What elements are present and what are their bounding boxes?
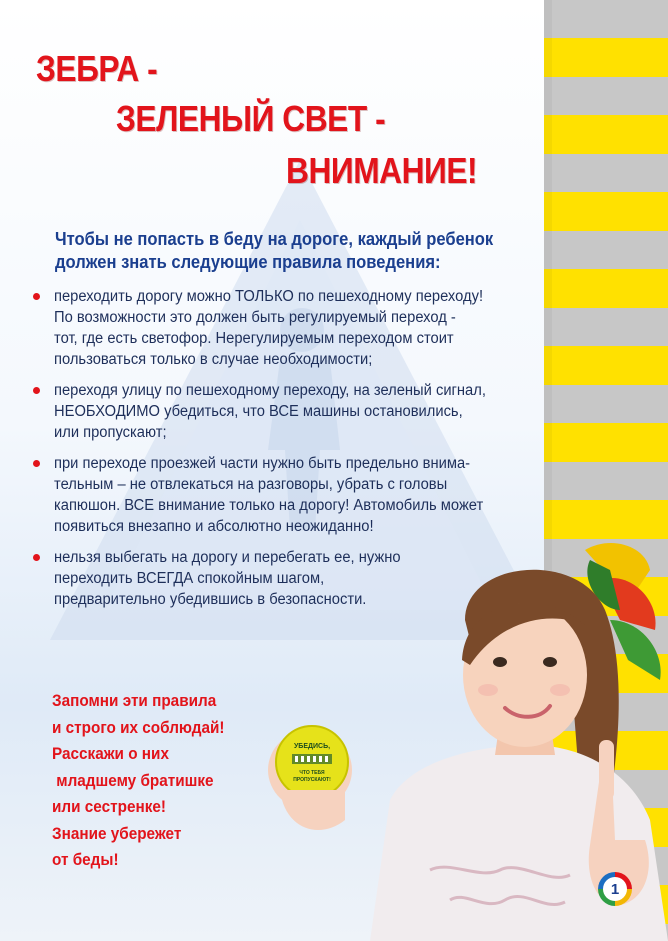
bullet-icon (33, 554, 40, 561)
rule-item (30, 380, 550, 443)
rule-item (30, 453, 550, 537)
button-badge-line-2: ЧТО ТЕБЯ (299, 770, 325, 776)
intro-text: Чтобы не попасть в беду на дороге, каждый ребенок должен знать следующие правила поведения: (55, 229, 494, 272)
rule-text: нельзя выбегать на дорогу и перебегать ее, нужно переходить ВСЕГДА спокойным шагом, предварительно убедившись в безопасности. (54, 549, 401, 608)
rule-text: переходя улицу по пешеходному переходу, на зеленый сигнал, НЕОБХОДИМО убедиться, что ВСЕ машины остановились, или пропускают; (54, 382, 486, 441)
page-number: 1 (603, 877, 627, 901)
title-line-3: ВНИМАНИЕ! (286, 150, 478, 191)
button-badge-line-1: УБЕДИСЬ, (293, 743, 331, 750)
bullet-icon (33, 460, 40, 467)
title-line-1: ЗЕБРА - (36, 48, 158, 89)
rule-text: при переходе проезжей части нужно быть предельно внима- тельным – не отвлекаться на разговоры, убрать с головы капюшон. ВСЕ внимание только на дорогу! Автомобиль может появиться внезапно и абсолютно неожиданно! (54, 455, 484, 535)
bullet-icon (33, 293, 40, 300)
bullet-icon (33, 387, 40, 394)
title-line-2: ЗЕЛЕНЫЙ СВЕТ - (116, 98, 386, 139)
button-badge-line-3: ПРОПУСКАЮТ! (293, 777, 331, 783)
page-number-badge (598, 872, 632, 906)
remember-note: Запомни эти правила и строго их соблюдай! Расскажи о них младшему братишке или сестренке! Знание убережет от беды! (52, 691, 225, 869)
rule-item (30, 286, 550, 370)
rule-text: переходить дорогу можно ТОЛЬКО по пешеходному переходу! По возможности это должен быть регулируемый переход - тот, где есть светофор. Нерегулируемым переходом стоит пользоваться только в случае необходимости; (54, 288, 484, 368)
